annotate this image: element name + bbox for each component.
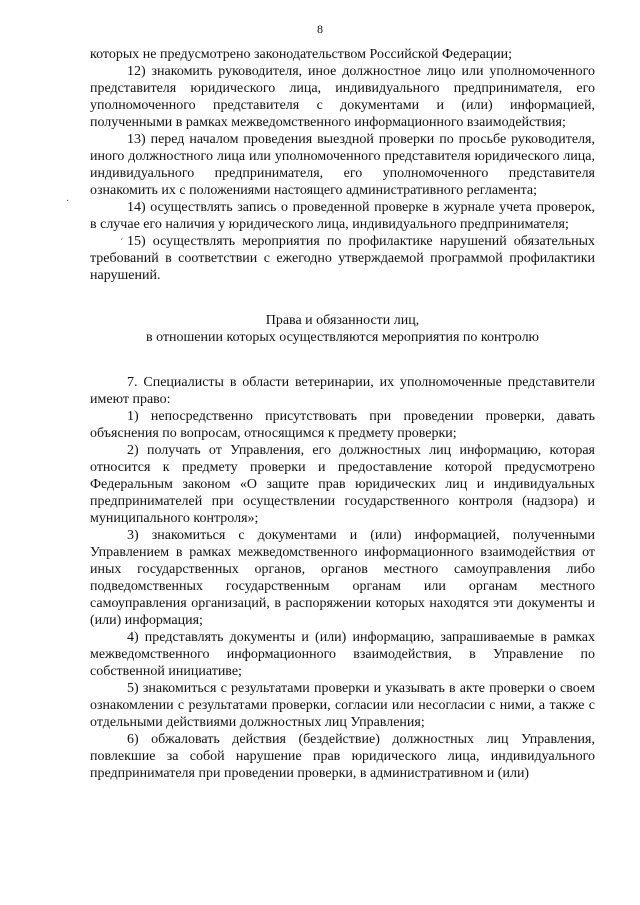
paragraph-item-14: 14) осуществлять запись о проведенной проверке в журнале учета проверок, в случае его наличия у юридического лица, индивидуального предпринимателя;	[90, 200, 595, 232]
paragraph-right-4: 4) представлять документы и (или) информацию, запрашиваемые в рамках межведомственного информационного взаимодействия, в Управление по собственной инициативе;	[90, 630, 595, 679]
paragraph-right-1: 1) непосредственно присутствовать при проведении проверки, давать объяснения по вопросам, относящимся к предмету проверки;	[90, 409, 595, 441]
scan-speck: ·	[66, 196, 70, 207]
paragraph-item-13: 13) перед началом проведения выездной проверки по просьбе руководителя, иного должностного лица или уполномоченного представителя юридического лица, индивидуального предпринимателя, его уполномоченного представителя ознакомить их с положениями настоящего административного регламента;	[90, 132, 595, 198]
paragraph-continuation: которых не предусмотрено законодательством Российской Федерации;	[90, 47, 513, 62]
paragraph-right-5: 5) знакомиться с результатами проверки и указывать в акте проверки о своем ознакомлении с результатами проверки, согласии или несогласии с ними, а также с отдельными действиями должностных лиц Управления;	[90, 681, 595, 730]
paragraph-right-6: 6) обжаловать действия (бездействие) должностных лиц Управления, повлекшие за собой нарушение прав юридического лица, индивидуального предпринимателя при проведении проверки, в административном и (или)	[90, 732, 595, 781]
paragraph-right-3: 3) знакомиться с документами и (или) информацией, полученными Управлением в рамках межведомственного информационного взаимодействия от иных государственных органов, органов местного самоуправления либо подведомственных государственным органам или органам местного самоуправления организаций, в распоряжении которых находятся эти документы и (или) информация;	[90, 528, 595, 628]
paragraph-right-2: 2) получать от Управления, его должностных лиц информацию, которая относится к предмету проверки и предоставление которой предусмотрено Федеральным законом «О защите прав юридических лиц и индивидуальных предпринимателей при осуществлении государственного контроля (надзора) и муниципального контроля»;	[90, 443, 595, 526]
paragraph-item-15: 15) осуществлять мероприятия по профилактике нарушений обязательных требований в соответствии с ежегодно утверждаемой программой профилактики нарушений.	[90, 234, 595, 283]
page-number: 8	[317, 22, 323, 36]
scan-speck: ˊ	[120, 238, 124, 249]
paragraph-clause-7: 7. Специалисты в области ветеринарии, их уполномоченные представители имеют право:	[90, 375, 595, 407]
document-body	[90, 46, 595, 782]
section-heading-line-1: Права и обязанности лиц,	[265, 313, 420, 328]
section-heading	[90, 312, 595, 346]
paragraph-item-12: 12) знакомить руководителя, иное должностное лицо или уполномоченного представителя юридического лица, индивидуального предпринимателя, его уполномоченного представителя с документами и (или) информацией, полученными в рамках межведомственного информационного взаимодействия;	[90, 64, 595, 130]
section-heading-line-2: в отношении которых осуществляются мероприятия по контролю	[145, 330, 540, 345]
